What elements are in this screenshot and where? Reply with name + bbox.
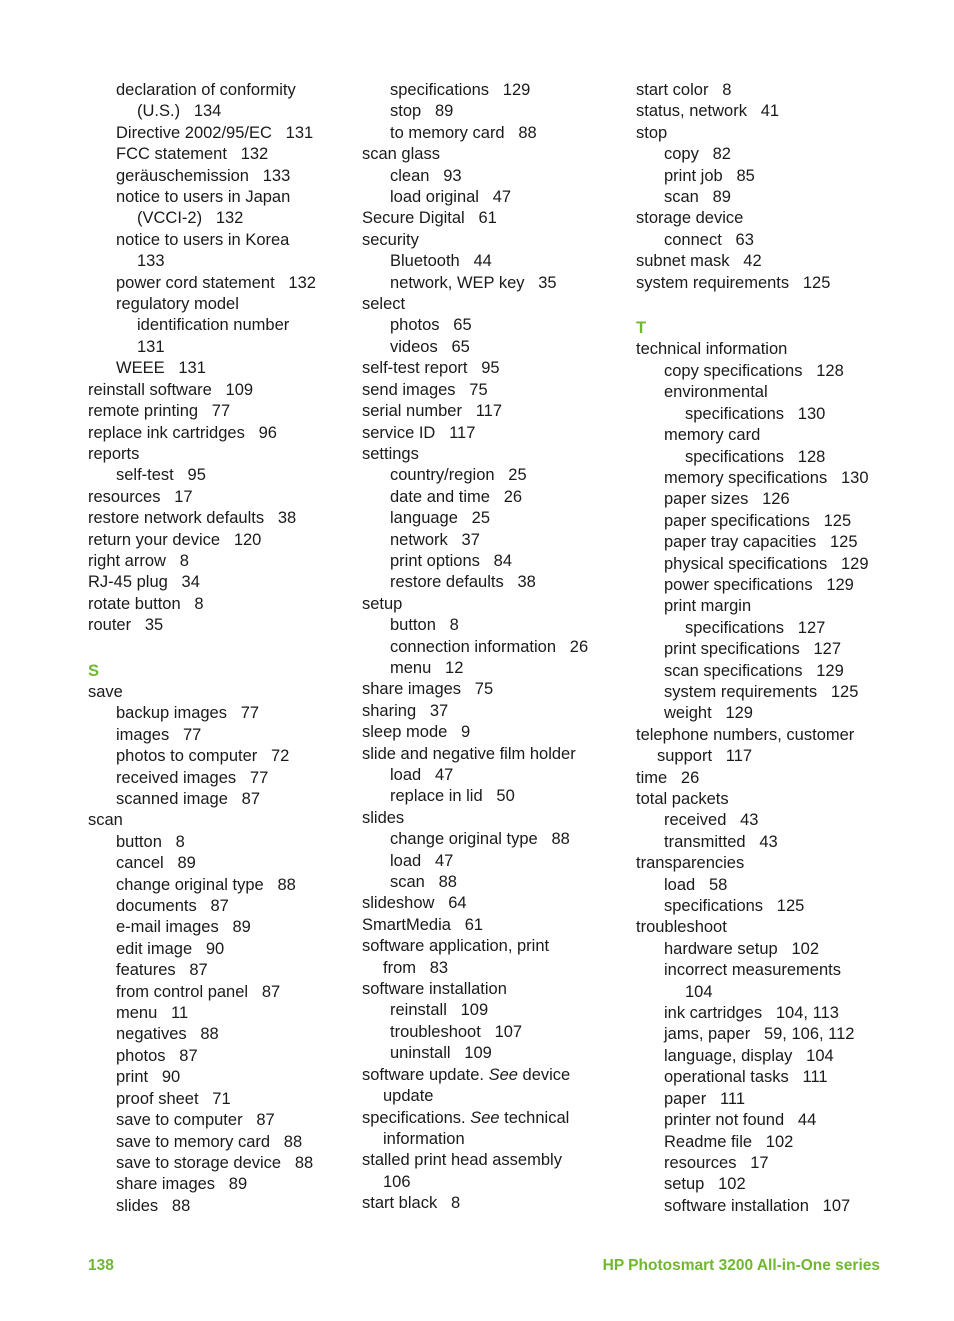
index-subentry: FCC statement 132: [116, 145, 269, 164]
index-subentry: edit image 90: [116, 939, 225, 958]
product-name: HP Photosmart 3200 All-in-One series: [602, 1257, 880, 1274]
index-subentry: photos to computer 72: [116, 747, 290, 766]
index-subentry: connect 63: [664, 230, 754, 249]
index-subentry: copy 82: [664, 145, 731, 164]
index-entry: send images 75: [362, 380, 488, 399]
index-subentry: backup images 77: [116, 704, 260, 723]
index-subentry: load 47: [390, 766, 454, 784]
index-entry: troubleshoot: [636, 918, 727, 937]
index-subentry: button 8: [116, 832, 185, 851]
index-subentry: slides 88: [116, 1196, 191, 1215]
index-subentry: print options 84: [390, 551, 512, 570]
index-subentry: features 87: [116, 961, 208, 980]
index-subentry: country/region 25: [390, 466, 527, 485]
index-subentry: specifications 125: [664, 897, 805, 916]
index-entry: slideshow 64: [362, 894, 467, 913]
index-entry-continuation: from 83: [383, 958, 449, 977]
see-reference: See: [470, 1108, 500, 1127]
index-column-2: [362, 80, 630, 1215]
index-entry: telephone numbers, customer: [636, 725, 855, 744]
index-subentry: print specifications 127: [664, 640, 842, 659]
index-subentry: transmitted 43: [664, 832, 778, 851]
index-subentry: scan 88: [390, 873, 457, 892]
index-subentry: scanned image 87: [116, 790, 261, 808]
index-subentry: images 77: [116, 725, 202, 744]
index-subentry: memory card: [664, 426, 761, 445]
index-entry: SmartMedia 61: [362, 915, 484, 934]
index-entry-continuation: 104: [685, 982, 713, 1001]
index-entry: rotate button 8: [88, 594, 204, 613]
index-subentry: resources 17: [664, 1153, 769, 1172]
index-entry: total packets: [636, 790, 729, 808]
index-subentry: save to memory card 88: [116, 1132, 303, 1151]
index-subentry: WEEE 131: [116, 359, 206, 378]
index-subentry: operational tasks 111: [664, 1068, 828, 1087]
index-entry-continuation: 133: [137, 252, 165, 271]
index-entry: start black 8: [362, 1194, 461, 1213]
index-subentry: received images 77: [116, 768, 269, 787]
index-entry-continuation: (VCCI-2) 132: [137, 209, 244, 228]
page-number: 138: [88, 1257, 114, 1274]
index-entry-continuation: specifications 127: [685, 618, 826, 637]
index-subentry: memory specifications 130: [664, 468, 869, 487]
index-subentry: power specifications 129: [664, 575, 854, 594]
index-subentry: uninstall 109: [390, 1044, 492, 1063]
index-subentry: notice to users in Korea: [116, 230, 290, 249]
index-subentry: system requirements 125: [664, 682, 859, 701]
index-subentry: printer not found 44: [664, 1111, 817, 1130]
index-subentry: self-test 95: [116, 466, 206, 485]
index-entry-continuation: specifications 130: [685, 404, 826, 423]
index-subentry: troubleshoot 107: [390, 1022, 523, 1041]
index-subentry: hardware setup 102: [664, 939, 820, 958]
index-subentry: network 37: [390, 530, 480, 549]
index-subentry: stop 89: [390, 102, 454, 121]
index-entry: save: [88, 682, 123, 701]
index-entry: router 35: [88, 616, 164, 635]
index-subentry: cancel 89: [116, 854, 196, 873]
index-subentry: print margin: [664, 597, 752, 616]
index-subentry: Readme file 102: [664, 1132, 794, 1151]
index-entry: sharing 37: [362, 701, 449, 720]
index-subentry: declaration of conformity: [116, 81, 296, 99]
index-subentry: power cord statement 132: [116, 273, 316, 292]
index-entry: [362, 1065, 630, 1086]
index-subentry: software installation 107: [664, 1196, 851, 1215]
index-subentry: network, WEP key 35: [390, 273, 557, 292]
index-column-1: [88, 80, 356, 1217]
index-subentry: Bluetooth 44: [390, 252, 492, 271]
index-entry: reports: [88, 444, 140, 463]
index-entry: restore network defaults 38: [88, 509, 297, 528]
index-entry-continuation: (U.S.) 134: [137, 102, 222, 121]
index-subentry: paper specifications 125: [664, 511, 852, 530]
index-subentry: paper sizes 126: [664, 490, 790, 509]
index-entry: stop: [636, 123, 668, 142]
index-subentry: scan specifications 129: [664, 661, 844, 680]
index-column-3: [636, 80, 904, 1217]
index-subentry: documents 87: [116, 897, 229, 916]
index-section-letter: S: [88, 661, 100, 680]
index-subentry: paper 111: [664, 1089, 746, 1108]
index-entry: scan: [88, 811, 123, 830]
index-entry: stalled print head assembly: [362, 1151, 562, 1170]
index-entry: software installation: [362, 980, 507, 999]
index-entry: settings: [362, 444, 419, 463]
index-subentry: paper tray capacities 125: [664, 533, 858, 552]
index-subentry: scan 89: [664, 188, 731, 207]
index-entry: resources 17: [88, 487, 193, 506]
index-subentry: notice to users in Japan: [116, 188, 291, 207]
index-subentry: jams, paper 59, 106, 112: [664, 1025, 855, 1044]
index-subentry: menu 11: [116, 1004, 189, 1023]
index-subentry: language, display 104: [664, 1046, 834, 1065]
index-subentry: regulatory model: [116, 295, 239, 314]
index-subentry: load 58: [664, 875, 728, 894]
index-subentry: incorrect measurements: [664, 961, 841, 980]
index-subentry: weight 129: [664, 704, 753, 723]
index-subentry: share images 89: [116, 1175, 248, 1194]
see-target: technical: [499, 1108, 570, 1127]
index-entry: serial number 117: [362, 402, 503, 421]
index-subentry: environmental: [664, 383, 768, 402]
index-entry: scan glass: [362, 145, 440, 164]
index-entry: remote printing 77: [88, 402, 231, 421]
index-subentry: button 8: [390, 616, 459, 635]
index-subentry: received 43: [664, 811, 759, 830]
index-entry: select: [362, 295, 406, 314]
index-entry: self-test report 95: [362, 359, 500, 378]
index-entry: share images 75: [362, 680, 494, 699]
index-entry: time 26: [636, 768, 700, 787]
index-entry-continuation: support 117: [657, 747, 753, 766]
index-subentry: ink cartridges 104, 113: [664, 1004, 839, 1023]
index-subentry: photos 65: [390, 316, 472, 335]
index-entry: slide and negative film holder: [362, 744, 576, 763]
index-subentry: print job 85: [664, 166, 755, 185]
index-entry: subnet mask 42: [636, 252, 762, 271]
index-entry: RJ-45 plug 34: [88, 573, 200, 592]
index-subentry: connection information 26: [390, 637, 589, 656]
index-entry: technical information: [636, 340, 788, 359]
see-reference: See: [488, 1065, 518, 1084]
index-subentry: date and time 26: [390, 487, 523, 506]
index-entry: [362, 1108, 630, 1129]
index-subentry: geräuschemission 133: [116, 166, 291, 185]
index-entry-continuation: update: [383, 1087, 434, 1106]
index-subentry: physical specifications 129: [664, 554, 869, 573]
index-subentry: language 25: [390, 509, 491, 528]
index-subentry: photos 87: [116, 1046, 198, 1065]
index-subentry: proof sheet 71: [116, 1089, 231, 1108]
index-subentry: print 90: [116, 1068, 181, 1087]
index-subentry: Directive 2002/95/EC 131: [116, 123, 314, 142]
index-entry: security: [362, 230, 419, 249]
index-subentry: specifications 129: [390, 81, 531, 99]
index-entry: start color 8: [636, 81, 732, 99]
index-entry-continuation: 106: [383, 1172, 411, 1191]
index-entry: slides: [362, 808, 405, 827]
index-subentry: clean 93: [390, 166, 462, 185]
index-subentry: videos 65: [390, 337, 470, 356]
index-subentry: save to computer 87: [116, 1111, 275, 1130]
index-entry: setup: [362, 594, 403, 613]
index-subentry: copy specifications 128: [664, 361, 844, 380]
index-entry: status, network 41: [636, 102, 780, 121]
index-entry: Secure Digital 61: [362, 209, 497, 228]
index-entry: transparencies: [636, 854, 745, 873]
see-target: device: [517, 1065, 571, 1084]
index-entry-continuation: identification number: [137, 316, 290, 335]
index-subentry: load original 47: [390, 188, 512, 207]
index-subentry: e-mail images 89: [116, 918, 251, 937]
index-entry-continuation: 131: [137, 337, 165, 356]
entry-text: specifications.: [362, 1108, 471, 1127]
index-entry: software application, print: [362, 937, 550, 956]
index-subentry: change original type 88: [116, 875, 296, 894]
index-entry: reinstall software 109: [88, 380, 254, 399]
index-subentry: setup 102: [664, 1175, 746, 1194]
index-subentry: negatives 88: [116, 1025, 219, 1044]
index-entry-continuation: specifications 128: [685, 447, 826, 466]
index-entry: sleep mode 9: [362, 723, 471, 742]
entry-text: software update.: [362, 1065, 489, 1084]
index-subentry: to memory card 88: [390, 123, 537, 142]
index-subentry: replace in lid 50: [390, 787, 515, 806]
index-entry: right arrow 8: [88, 551, 189, 570]
index-subentry: restore defaults 38: [390, 573, 536, 592]
index-subentry: reinstall 109: [390, 1001, 489, 1020]
index-entry: replace ink cartridges 96: [88, 423, 277, 442]
index-subentry: load 47: [390, 851, 454, 870]
index-subentry: menu 12: [390, 658, 464, 677]
index-entry: storage device: [636, 209, 744, 228]
index-entry: service ID 117: [362, 423, 476, 442]
index-entry: system requirements 125: [636, 273, 831, 292]
index-section-letter: T: [636, 319, 647, 338]
index-subentry: save to storage device 88: [116, 1153, 314, 1172]
index-entry-continuation: information: [383, 1129, 465, 1148]
index-subentry: from control panel 87: [116, 982, 281, 1001]
index-entry: return your device 120: [88, 530, 262, 549]
index-subentry: change original type 88: [390, 830, 570, 849]
